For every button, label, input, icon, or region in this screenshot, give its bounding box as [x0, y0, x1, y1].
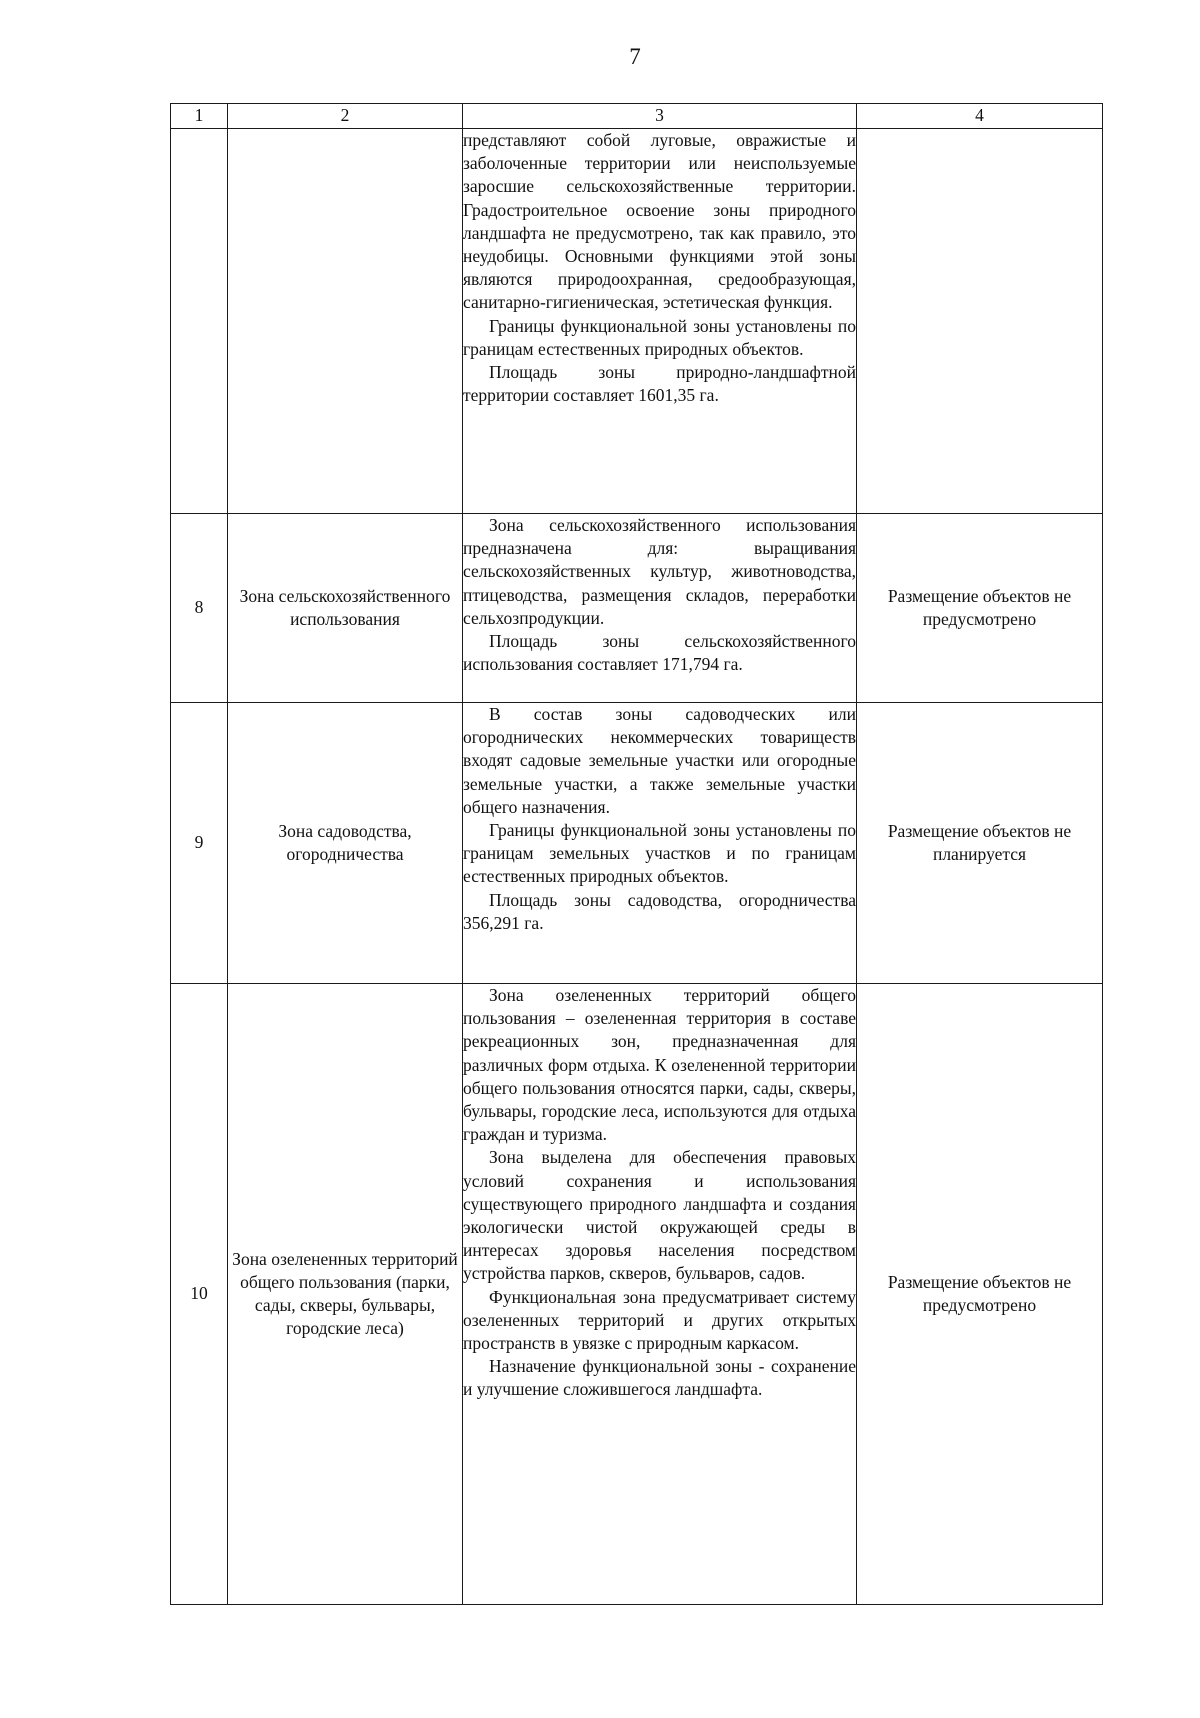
zone-name-cell: Зона сельскохозяйственного использования [228, 514, 463, 703]
table-row [171, 984, 1103, 1605]
description-paragraph: В состав зоны садоводческих или огороднических некоммерческих товариществ входят садовые земельные участки или огородные земельные участки, а также земельные участки общего назначения. [463, 704, 856, 817]
row-number-cell [171, 129, 228, 514]
zone-name-cell: Зона садоводства, огородничества [228, 703, 463, 984]
description-paragraph: Назначение функциональной зоны - сохранение и улучшение сложившегося ландшафта. [463, 1356, 856, 1400]
row-number-cell: 10 [171, 984, 228, 1605]
description-paragraph: Зона выделена для обеспечения правовых условий сохранения и использования существующего природного ландшафта и создания экологически чистой окружающей среды в интересах здоровья населения посредством устройства парков, скверов, бульваров, садов. [463, 1147, 856, 1284]
header-cell: 4 [857, 104, 1103, 129]
description-paragraph: Зона озелененных территорий общего пользования – озелененная территория в составе рекреационных зон, предназначенная для различных форм отдыха. К озелененной территории общего пользования относятся парки, сады, скверы, бульвары, городские леса, используются для отдыха граждан и туризма. [463, 985, 856, 1145]
description-paragraph: представляют собой луговые, овражистые и заболоченные территории или неиспользуемые заросшие сельскохозяйственные территории. Градостроительное освоение зоны природного ландшафта не предусмотрено, так как правило, это неудобицы. Основными функциями этой зоны являются природоохранная, средообразующая, санитарно-гигиеническая, эстетическая функция. [463, 130, 856, 313]
description-paragraph: Площадь зоны природно-ландшафтной территории составляет 1601,35 га. [463, 362, 856, 406]
header-cell: 2 [228, 104, 463, 129]
header-cell: 1 [171, 104, 228, 129]
description-cell [463, 703, 857, 984]
row-number-cell: 9 [171, 703, 228, 984]
placement-note-cell: Размещение объектов не предусмотрено [857, 984, 1103, 1605]
header-cell: 3 [463, 104, 857, 129]
table-row [171, 703, 1103, 984]
description-paragraph: Площадь зоны сельскохозяйственного использования составляет 171,794 га. [463, 631, 856, 675]
description-cell [463, 514, 857, 703]
zones-table [170, 103, 1103, 1605]
description-cell [463, 984, 857, 1605]
table-row [171, 514, 1103, 703]
placement-note-cell: Размещение объектов не предусмотрено [857, 514, 1103, 703]
placement-note-cell: Размещение объектов не планируется [857, 703, 1103, 984]
header-row [171, 104, 1103, 129]
description-cell [463, 129, 857, 514]
description-paragraph: Границы функциональной зоны установлены по границам естественных природных объектов. [463, 315, 856, 359]
page-number: 7 [629, 44, 641, 69]
description-paragraph: Функциональная зона предусматривает систему озелененных территорий и других открытых пространств в увязке с природным каркасом. [463, 1286, 856, 1354]
description-paragraph: Площадь зоны садоводства, огородничества 356,291 га. [463, 889, 856, 933]
table-row [171, 129, 1103, 514]
placement-note-cell [857, 129, 1103, 514]
zone-name-cell [228, 129, 463, 514]
row-number-cell: 8 [171, 514, 228, 703]
description-paragraph: Границы функциональной зоны установлены по границам земельных участков и по границам естественных природных объектов. [463, 820, 856, 887]
zone-name-cell: Зона озелененных территорий общего пользования (парки, сады, скверы, бульвары, городские леса) [228, 984, 463, 1605]
description-paragraph: Зона сельскохозяйственного использования предназначена для: выращивания сельскохозяйственных культур, животноводства, птицеводства, размещения складов, переработки сельхозпродукции. [463, 515, 856, 628]
